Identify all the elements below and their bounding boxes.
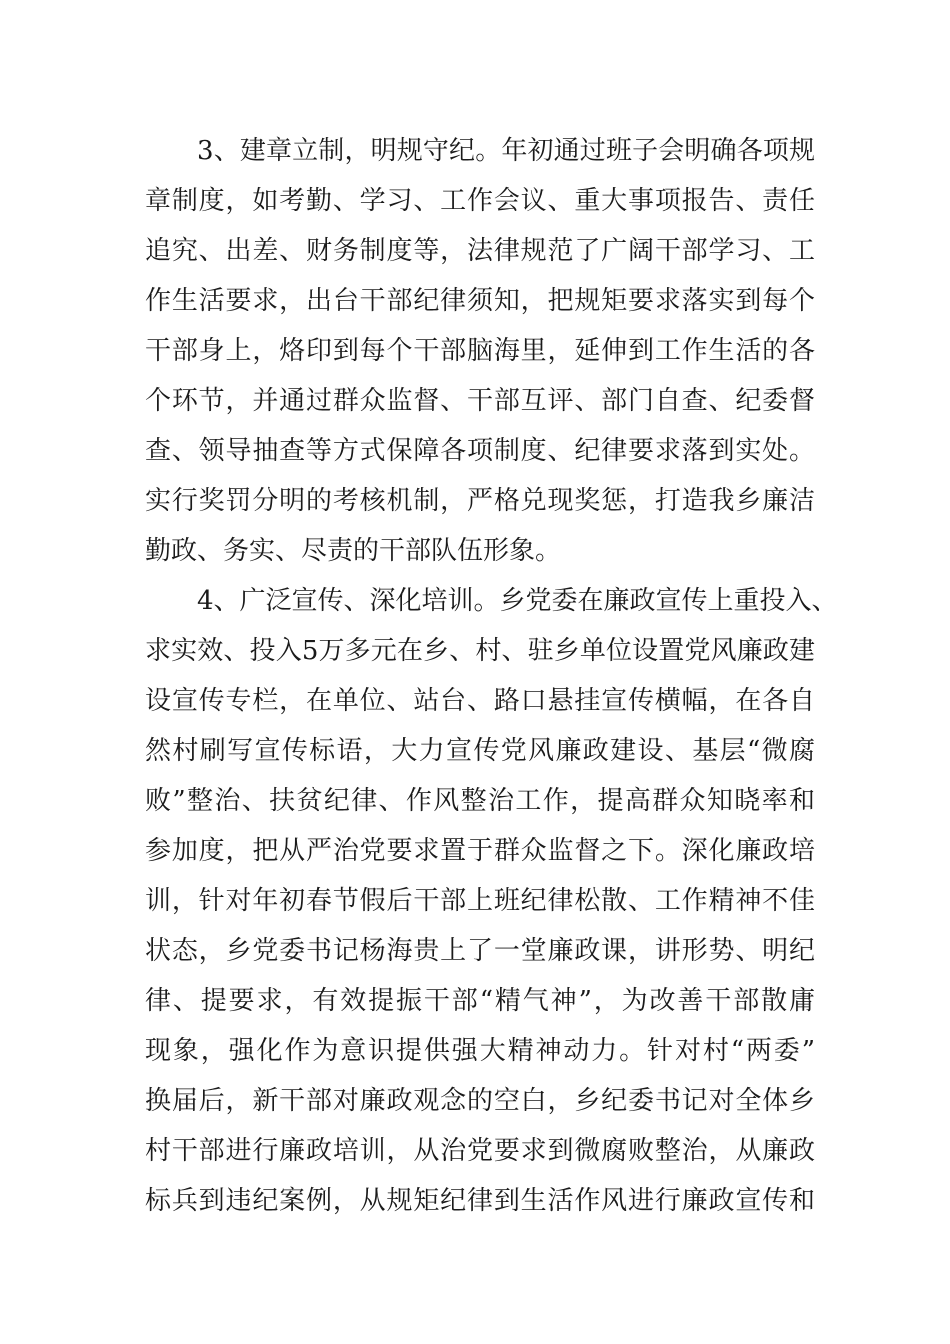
paragraph-1-line-8: 实行奖罚分明的考核机制，严格兑现奖惩，打造我乡廉洁 [145,486,815,516]
paragraph-1-line-3: 追究、出差、财务制度等，法律规范了广阔干部学习、工 [145,236,815,266]
paragraph-2-line-1: 4、广泛宣传、深化培训。乡党委在廉政宣传上重投入、 [197,586,838,616]
paragraph-2-line-6: 参加度，把从严治党要求置于群众监督之下。深化廉政培 [145,836,815,866]
paragraph-1-line-7: 查、领导抽查等方式保障各项制度、纪律要求落到实处。 [145,436,815,466]
paragraph-2-line-13: 标兵到违纪案例，从规矩纪律到生活作风进行廉政宣传和 [145,1186,815,1216]
paragraph-2-line-7: 训，针对年初春节假后干部上班纪律松散、工作精神不佳 [145,886,815,916]
paragraph-1-line-9: 勤政、务实、尽责的干部队伍形象。 [145,536,562,566]
paragraph-2-line-12: 村干部进行廉政培训，从治党要求到微腐败整治，从廉政 [145,1136,815,1166]
paragraph-2-line-4: 然村刷写宣传标语，大力宣传党风廉政建设、基层“微腐 [145,736,815,766]
paragraph-1-line-1: 3、建章立制，明规守纪。年初通过班子会明确各项规 [197,136,815,166]
paragraph-2-line-9: 律、提要求，有效提振干部“精气神”，为改善干部散庸 [145,986,815,1016]
paragraph-2-line-10: 现象，强化作为意识提供强大精神动力。针对村“两委” [145,1036,815,1066]
paragraph-1-line-5: 干部身上，烙印到每个干部脑海里，延伸到工作生活的各 [145,336,815,366]
paragraph-2-line-5: 败”整治、扶贫纪律、作风整治工作，提高群众知晓率和 [145,786,815,816]
paragraph-2-line-3: 设宣传专栏，在单位、站台、路口悬挂宣传横幅，在各自 [145,686,815,716]
paragraph-2-line-11: 换届后，新干部对廉政观念的空白，乡纪委书记对全体乡 [145,1086,815,1116]
paragraph-2-line-2: 求实效、投入5万多元在乡、村、驻乡单位设置党风廉政建 [145,636,815,666]
paragraph-1-line-4: 作生活要求，出台干部纪律须知，把规矩要求落实到每个 [145,286,815,316]
paragraph-2-line-8: 状态，乡党委书记杨海贵上了一堂廉政课，讲形势、明纪 [145,936,815,966]
paragraph-1-line-2: 章制度，如考勤、学习、工作会议、重大事项报告、责任 [145,186,815,216]
paragraph-1-line-6: 个环节，并通过群众监督、干部互评、部门自查、纪委督 [145,386,815,416]
